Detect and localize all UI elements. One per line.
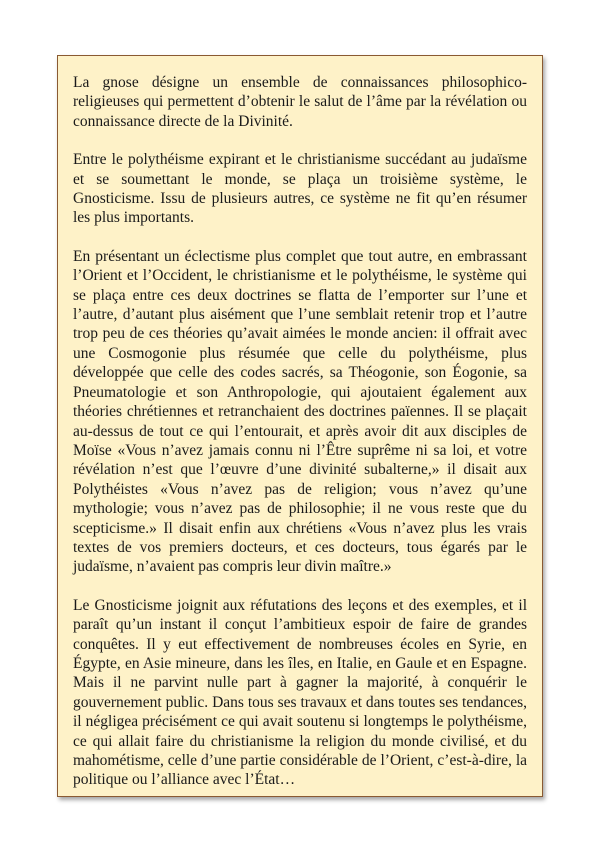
body-text [73,73,527,790]
paragraph-origin: Entre le polythéisme expirant et le christianisme succédant au judaïsme et se soumettant le monde, se plaça un troisième système, le Gnosticisme. Issu de plusieurs autres, ce système ne fit qu’en résumer les plus importants. [73,151,527,227]
paragraph-eclecticism: En présentant un éclectisme plus complet que tout autre, en embrassant l’Orient et l’Occident, le christianisme et le polythéisme, le système qui se plaça entre ces deux doctrines se flatta de l’emporter sur l’une et l’autre, d’autant plus aisément que l’une semblait retenir trop et l’autre trop peu de ces théories qu’avait aimées le monde ancien: il offrait avec une Cosmogonie plus résumée que celle du polythéisme, plus développée que celle des codes sacrés, sa Théogonie, son Éogonie, sa Pneumatologie et son Anthropologie, qui ajoutaient également aux théories chrétiennes et retranchaient des doctrines païennes. Il se plaçait au-dessus de tout ce qui l’entourait, et après avoir dit aux disciples de Moïse «Vous n’avez jamais connu ni l’Être suprême ni sa loi, et votre révélation n’est que l’œuvre d’une divinité subalterne,» il disait aux Polythéistes «Vous n’avez pas de religion; vous n’avez qu’une mythologie; vous n’avez pas de philosophie; il ne vous reste que du scepticisme.» Il disait enfin aux chrétiens «Vous n’avez plus les vrais textes de vos premiers docteurs, et ces docteurs, tous égarés par le judaïsme, n’avaient pas compris leur divin maître.» [73,247,527,576]
paragraph-expansion: Le Gnosticisme joignit aux réfutations des leçons et des exemples, et il paraît qu’un instant il conçut l’ambitieux espoir de faire de grandes conquêtes. Il y eut effectivement de nombreuses écoles en Syrie, en Égypte, en Asie mineure, dans les îles, en Italie, en Gaule et en Espagne. Mais il ne parvint nulle part à gagner la majorité, à conquérir le gouvernement public. Dans tous ses travaux et dans toutes ses tendances, il négligea précisément ce qui avait soutenu si longtemps le polythéisme, ce qui allait faire du christianisme la religion du monde civilisé, et du mahométisme, celle d’une partie considérable de l’Orient, c’est-à-dire, la politique ou l’alliance avec l’État… [73,596,527,789]
paragraph-definition: La gnose désigne un ensemble de connaissances philosophico-religieuses qui permettent d’obtenir le salut de l’âme par la révélation ou connaissance directe de la Divinité. [73,74,527,130]
text-panel [57,55,543,797]
